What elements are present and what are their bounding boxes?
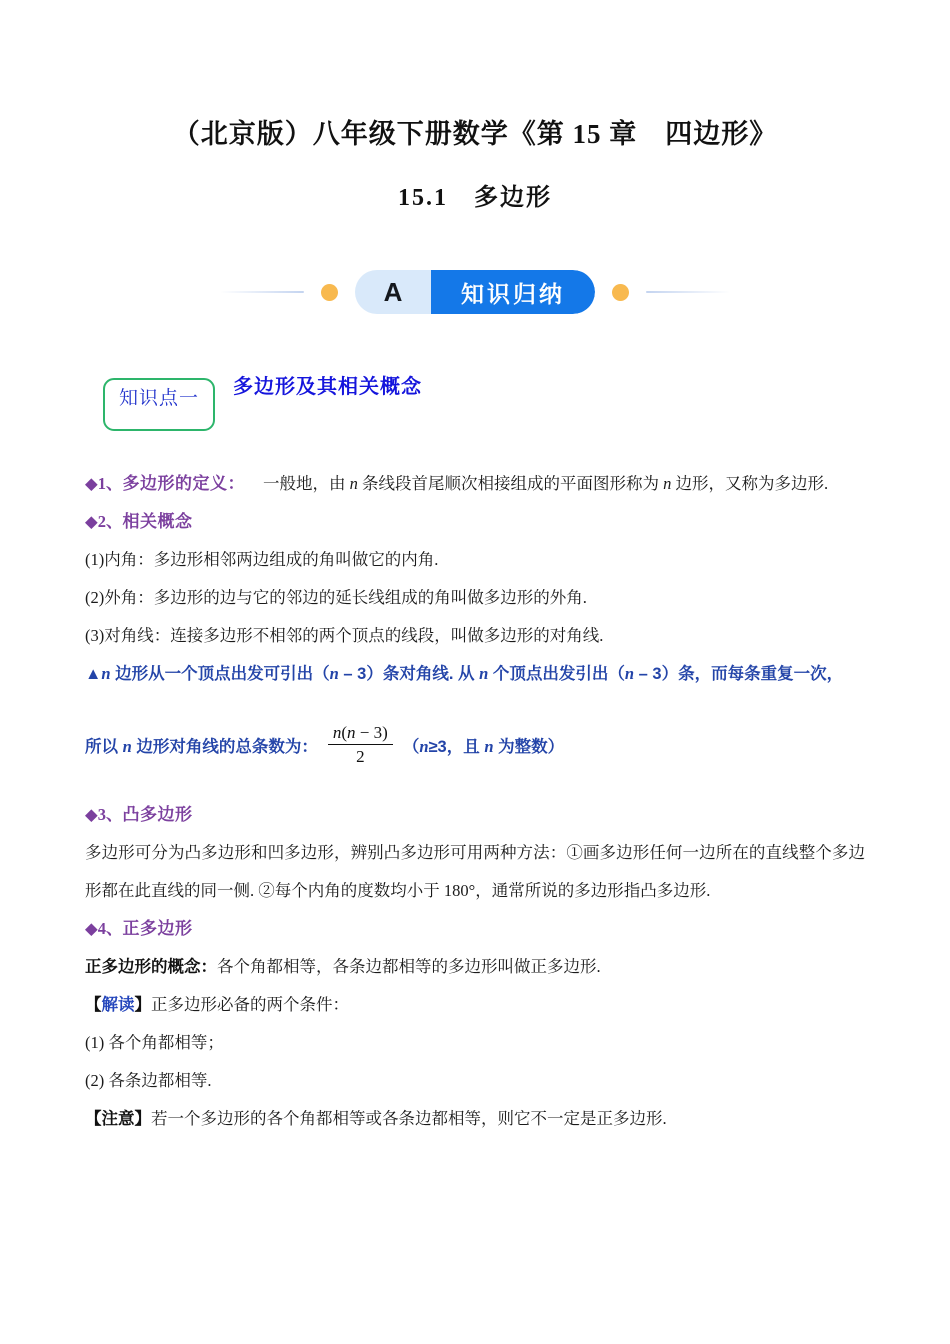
- text-segment: 为整数）: [493, 737, 565, 756]
- diagonal-line: (3)对角线：连接多边形不相邻的两个顶点的线段，叫做多边形的对角线.: [85, 626, 604, 645]
- banner-line-left: [220, 291, 304, 293]
- minus-three: − 3: [355, 722, 383, 742]
- text-segment: 边形，又称为多边形.: [671, 474, 829, 493]
- var-n: n: [663, 474, 672, 493]
- content-body: [85, 465, 865, 1138]
- text-segment: 个顶点出发引出（: [488, 665, 625, 683]
- knowledge-point-heading: 多边形及其相关概念: [233, 376, 422, 398]
- triangle-marker: ▲: [85, 665, 102, 683]
- jiedu-bracket-close: 】: [134, 996, 151, 1014]
- banner-pill: [355, 270, 595, 314]
- var-n: n: [329, 664, 339, 683]
- convex-polygon-heading: [85, 796, 865, 834]
- fraction-denominator: 2: [356, 747, 365, 766]
- definition-line: [85, 465, 865, 503]
- knowledge-banner: [0, 270, 950, 314]
- jiedu-bracket-open: 【: [85, 996, 102, 1014]
- notice-text: 若一个多边形的各个角都相等或各条边都相等，则它不一定是正多边形.: [151, 1109, 667, 1128]
- concept-label: 正多边形的概念：: [85, 958, 217, 976]
- regular-polygon-heading: [85, 910, 865, 948]
- page-title: （北京版）八年级下册数学《第 15 章 四边形》: [172, 119, 778, 149]
- banner-dot-right: [612, 284, 629, 301]
- knowledge-point-box-label: 知识点一: [118, 388, 199, 409]
- text-segment: ≥3，且: [428, 737, 485, 756]
- fraction-numerator: [328, 722, 393, 745]
- banner-line-right: [646, 291, 730, 293]
- jiedu-word: 解读: [101, 996, 135, 1014]
- exterior-angle-line: (2)外角：多边形的边与它的邻边的延长线组成的角叫做多边形的外角.: [85, 588, 587, 607]
- var-n: n: [122, 736, 132, 756]
- regular-polygon-bullet: ◆4、: [85, 919, 123, 938]
- text-segment: （: [402, 737, 420, 756]
- definition-text: [263, 474, 828, 493]
- knowledge-point-row: [103, 378, 950, 431]
- var-n: n: [349, 474, 358, 493]
- related-concepts-label: 相关概念: [122, 512, 193, 531]
- related-concepts-bullet: ◆2、: [85, 512, 123, 531]
- concept-text: 各个角都相等，各条边都相等的多边形叫做正多边形.: [217, 957, 601, 976]
- var-n: n: [347, 722, 356, 742]
- section-title: 15.1 多边形: [398, 185, 552, 211]
- condition-1-line: (1) 各个角都相等；: [85, 1033, 224, 1052]
- banner-dot-left: [321, 284, 338, 301]
- var-n: n: [332, 722, 342, 742]
- var-n: n: [479, 664, 489, 683]
- var-n: n: [484, 736, 494, 756]
- diagonal-note-line: [85, 655, 865, 693]
- jiedu-line: [85, 986, 865, 1024]
- convex-polygon-bullet: ◆3、: [85, 805, 123, 824]
- formula-suffix: [403, 733, 564, 757]
- text-segment: 边形从一个顶点出发可引出（: [110, 665, 330, 683]
- regular-polygon-label: 正多边形: [122, 919, 193, 938]
- text-segment: 条线段首尾顺次相接组成的平面图形称为: [357, 474, 664, 493]
- definition-bullet: ◆1、: [85, 474, 123, 493]
- text-segment: 一般地，由: [262, 474, 350, 493]
- paren: ): [382, 722, 388, 742]
- var-n: n: [101, 664, 111, 683]
- regular-polygon-concept-line: [85, 948, 865, 986]
- notice-label: 【注意】: [85, 1110, 151, 1128]
- diagonal-formula-line: [85, 710, 865, 780]
- text-segment: 边形对角线的总条数为：: [131, 737, 318, 756]
- banner-letter-a: A: [355, 270, 431, 314]
- convex-polygon-body: 多边形可分为凸多边形和凹多边形，辨别凸多边形可用两种方法：①画多边形任何一边所在的直线整个多边形都在此直线的同一侧. ②每个内角的度数均小于 180°，通常所说的多边形指凸多边形.: [85, 843, 865, 900]
- var-n: n: [419, 736, 429, 756]
- formula-prefix: [85, 733, 318, 757]
- condition-2-line: (2) 各条边都相等.: [85, 1071, 212, 1090]
- diagonal-count-fraction: [328, 722, 393, 768]
- convex-polygon-label: 凸多边形: [122, 805, 193, 824]
- paren: (: [341, 722, 348, 742]
- text-segment: 所以: [85, 737, 123, 756]
- text-segment: – 3）条对角线. 从: [338, 665, 480, 683]
- notice-line: [85, 1100, 865, 1138]
- interior-angle-line: (1)内角：多边形相邻两边组成的角叫做它的内角.: [85, 550, 439, 569]
- jiedu-text: 正多边形必备的两个条件：: [151, 995, 349, 1014]
- var-n: n: [624, 664, 635, 683]
- definition-label: 多边形的定义：: [122, 474, 245, 493]
- text-segment: – 3）条，而每条重复一次，: [634, 665, 844, 683]
- knowledge-point-box: [103, 378, 215, 431]
- related-concepts-heading: [85, 503, 865, 541]
- banner-label: 知识归纳: [431, 270, 595, 314]
